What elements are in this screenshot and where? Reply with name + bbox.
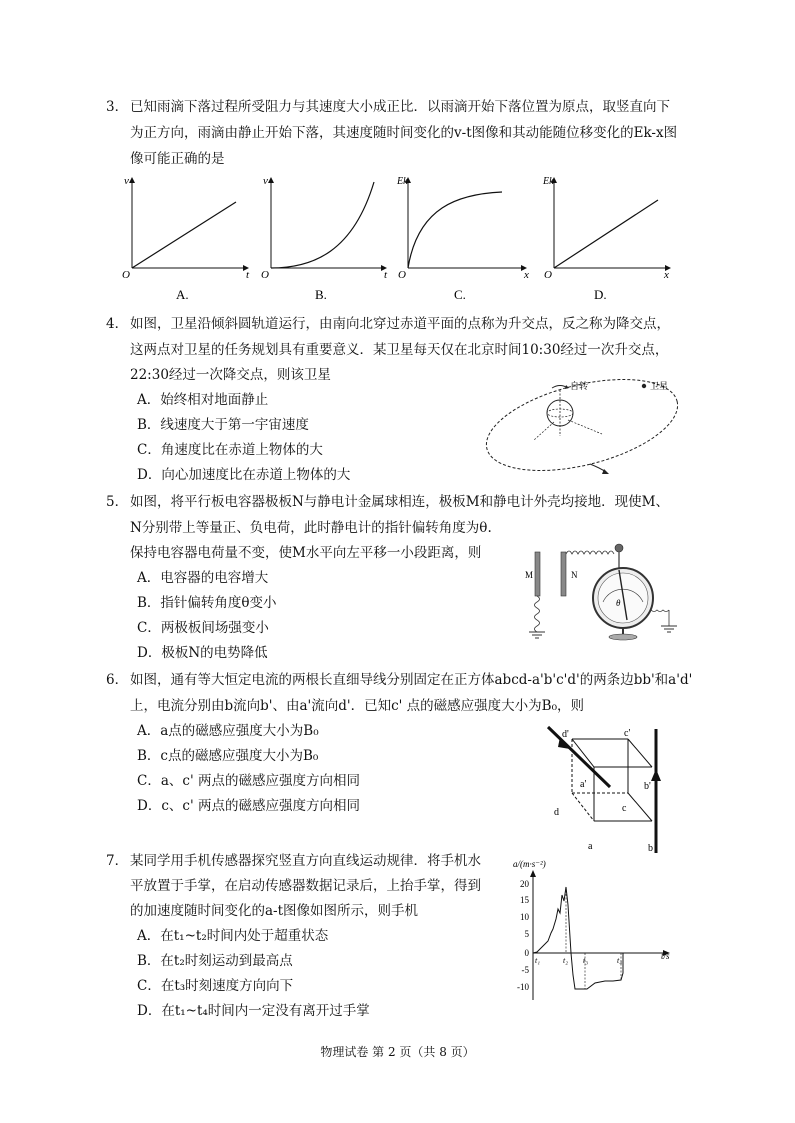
graph-b-curve	[271, 182, 374, 268]
graph-a-curve	[132, 202, 236, 268]
graph-c-ylabel: Ek	[397, 176, 408, 187]
q5-option-a: A．电容器的电容增大	[137, 570, 269, 586]
needle-angle-label: θ	[616, 598, 621, 608]
acceleration-curve	[533, 887, 635, 989]
q4-number: 4．	[106, 316, 129, 332]
spring-wire-n	[566, 551, 614, 554]
label-b-prime: b'	[644, 781, 651, 792]
spring-wire-case	[651, 610, 669, 612]
plate-m-label: M	[525, 570, 534, 580]
q6-option-b: B．c点的磁感应强度大小为B₀	[137, 748, 319, 764]
graph-a-ylabel: v	[124, 175, 129, 187]
plate-n	[561, 552, 566, 596]
label-a-prime: a'	[580, 779, 587, 790]
label-b: b	[648, 843, 653, 854]
q6-option-d: D．c、c' 两点的磁感应强度方向相同	[137, 798, 360, 814]
q4-option-c: C．角速度比在赤道上物体的大	[137, 442, 323, 458]
q3-text-line-2: 为正方向，雨滴由静止开始下落，其速度随时间变化的v-t图像和其动能随位移变化的Ek-x图	[130, 125, 678, 141]
graph-d-xlabel: x	[664, 269, 669, 281]
graph-b-xlabel: t	[384, 269, 388, 281]
plate-m	[535, 552, 540, 596]
graph-d-origin: O	[544, 269, 552, 281]
q7-text-line-2: 平放置于手掌，在启动传感器数据记录后，上抬手掌，得到	[130, 878, 481, 894]
graph-d-ylabel: Ek	[543, 176, 554, 187]
wire-a-prime-d-prime	[548, 727, 610, 787]
page-footer: 物理试卷 第 2 页（共 8 页）	[320, 1045, 475, 1059]
t1-label: t₁	[535, 956, 541, 965]
q4-option-a: A．始终相对地面静止	[137, 392, 269, 408]
satellite-label: 卫星	[650, 381, 669, 391]
graph-d-letter: D.	[594, 287, 607, 302]
q6-number: 6．	[106, 672, 129, 688]
graph-c-curve	[408, 192, 502, 268]
satellite-icon	[642, 384, 646, 388]
q7-option-d: D．在t₁~t₄时间内一定没有离开过手掌	[137, 1003, 370, 1019]
satellite-orbit-figure	[482, 368, 682, 486]
q7-option-b: B．在t₂时刻运动到最高点	[137, 953, 293, 969]
q3-graphs	[118, 172, 678, 304]
q5-text-line-1: 如图，将平行板电容器极板N与静电计金属球相连，极板M和静电计外壳均接地．现使M、	[130, 494, 669, 510]
acceleration-time-chart	[505, 855, 680, 1005]
t3-label: t₃	[583, 956, 589, 965]
spring-wire-m	[535, 596, 540, 632]
label-c-prime: c'	[624, 728, 631, 739]
wire-current-up-arrow-icon	[651, 769, 661, 781]
q5-number: 5．	[106, 494, 129, 510]
q5-text-line-2: N分别带上等量正、负电荷，此时静电计的指针偏转角度为θ.	[130, 520, 492, 536]
ytick-20: 20	[520, 879, 529, 889]
q4-option-d: D．向心加速度比在赤道上物体的大	[137, 467, 351, 483]
label-a: a	[588, 841, 593, 852]
q4-text-line-2: 这两点对卫星的任务规划具有重要意义．某卫星每天仅在北京时间10:30经过一次升交点，	[130, 342, 669, 358]
electrometer-base	[609, 634, 637, 640]
t2-label: t₂	[563, 956, 569, 965]
graph-a-origin: O	[122, 269, 130, 281]
ytick-10: 10	[520, 912, 529, 922]
graph-c	[396, 176, 529, 302]
q5-option-c: C．两极板间场强变小	[137, 620, 269, 636]
graph-a	[122, 175, 250, 302]
q7-option-c: C．在t₃时刻速度方向向下	[137, 978, 294, 994]
graph-b-ylabel: v	[263, 175, 268, 187]
q7-number: 7．	[106, 853, 129, 869]
graph-c-letter: C.	[454, 287, 466, 302]
q7-text-line-3: 的加速度随时间变化的a-t图像如图所示，则手机	[130, 903, 419, 919]
q5-option-b: B．指针偏转角度θ变小	[137, 595, 277, 611]
graph-c-origin: O	[398, 269, 406, 281]
graph-a-letter: A.	[176, 287, 189, 302]
q6-option-c: C．a、c' 两点的磁感应强度方向相同	[137, 773, 360, 789]
q4-text-line-3: 22:30经过一次降交点，则该卫星	[130, 367, 331, 383]
chart-xlabel: t/s	[661, 951, 670, 961]
graph-b-letter: B.	[315, 287, 327, 302]
q7-option-a: A．在t₁~t₂时间内处于超重状态	[137, 928, 329, 944]
cube-wire-figure	[540, 725, 675, 857]
ytick-minus-10: -10	[517, 982, 529, 992]
chart-yticks	[517, 879, 530, 992]
label-c: c	[622, 803, 627, 814]
q3-text-line-3: 像可能正确的是	[130, 151, 225, 167]
graph-b	[261, 175, 388, 302]
q6-option-a: A．a点的磁感应强度大小为B₀	[137, 723, 319, 739]
plate-n-label: N	[571, 570, 578, 580]
graph-a-xlabel: t	[246, 269, 250, 281]
ytick-15: 15	[520, 895, 529, 905]
ytick-minus-5: -5	[521, 965, 529, 975]
chart-ylabel: a/(m·s⁻²)	[513, 859, 546, 869]
q6-text-line-2: 上，电流分别由b流向b'、由a'流向d'．已知c' 点的磁感应强度大小为B₀，则	[130, 698, 585, 714]
rotation-label: 自转	[570, 381, 589, 391]
q6-text-line-1: 如图，通有等大恒定电流的两根长直细导线分别固定在正方体abcd-a'b'c'd'的两条边bb'和a'd'	[130, 672, 693, 688]
t4-label: t₄	[617, 956, 623, 965]
q3-number: 3．	[106, 99, 129, 115]
graph-d-curve	[554, 200, 658, 268]
q7-text-line-1: 某同学用手机传感器探究竖直方向直线运动规律．将手机水	[130, 853, 481, 869]
electrometer-ball	[615, 544, 623, 552]
label-d: d	[554, 807, 559, 818]
q3-text-line-1: 已知雨滴下落过程所受阻力与其速度大小成正比．以雨滴开始下落位置为原点，取竖直向下	[130, 99, 670, 115]
q4-text-line-1: 如图，卫星沿倾斜圆轨道运行，由南向北穿过赤道平面的点称为升交点，反之称为降交点，	[130, 316, 670, 332]
ytick-5: 5	[524, 929, 529, 939]
electrometer-figure	[515, 530, 685, 642]
q4-option-b: B．线速度大于第一宇宙速度	[137, 417, 309, 433]
graph-d	[542, 176, 670, 302]
label-d-prime: d'	[562, 729, 569, 740]
graph-b-origin: O	[261, 269, 269, 281]
ytick-0: 0	[524, 948, 529, 958]
q5-text-line-3: 保持电容器电荷量不变，使M水平向左平移一小段距离，则	[130, 545, 482, 561]
q5-option-d: D．极板N的电势降低	[137, 645, 268, 661]
graph-c-xlabel: x	[524, 269, 529, 281]
